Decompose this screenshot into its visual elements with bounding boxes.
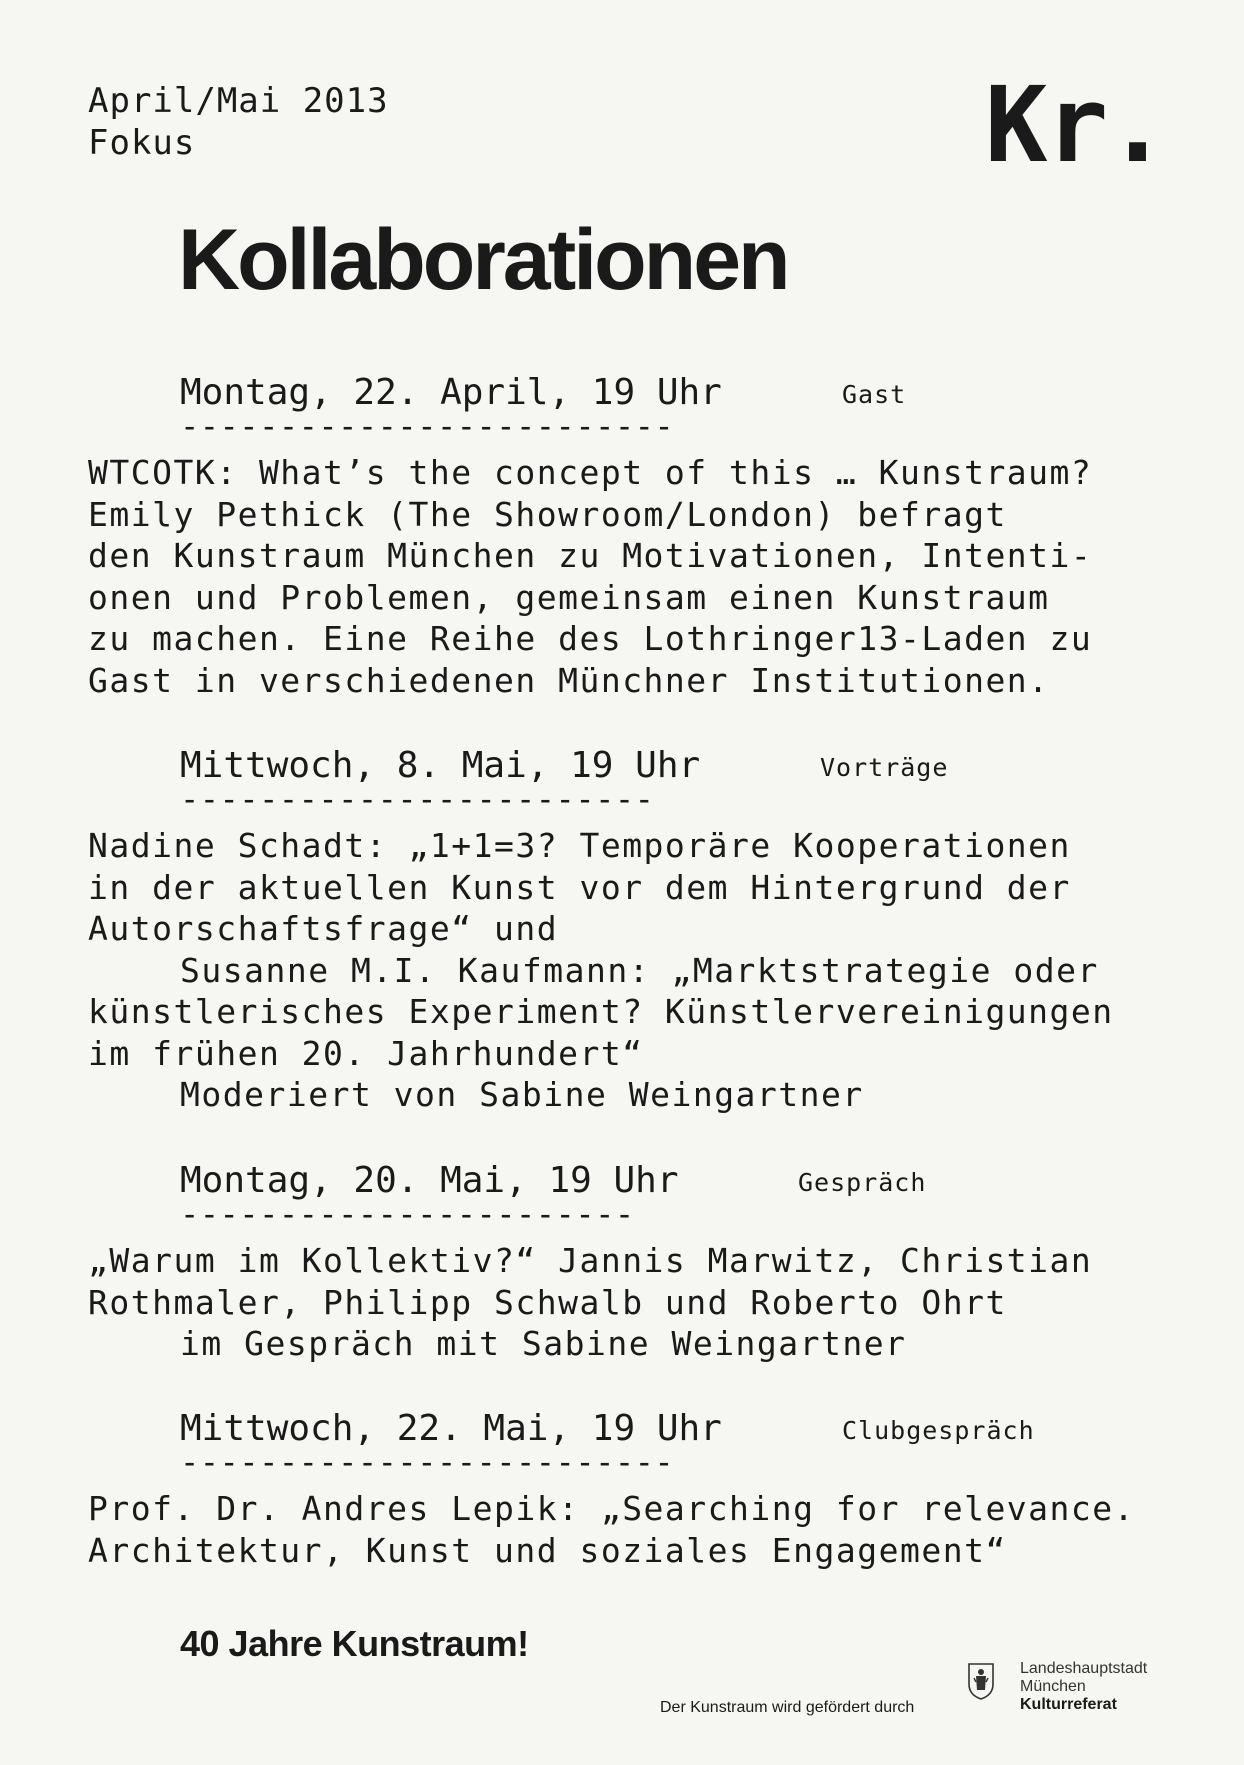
event-line: im frühen 20. Jahrhundert“ bbox=[88, 1033, 644, 1073]
event-line: Moderiert von Sabine Weingartner bbox=[180, 1075, 864, 1114]
sponsor-text: Der Kunstraum wird gefördert durch bbox=[660, 1699, 915, 1716]
jubilee-note: 40 Jahre Kunstraum! bbox=[180, 1623, 529, 1664]
event-line: Gast in verschiedenen Münchner Institutionen. bbox=[88, 660, 1050, 700]
event-date: Mittwoch, 8. Mai, 19 Uhr bbox=[180, 745, 701, 786]
event-line: Autorschaftsfrage“ und bbox=[88, 909, 559, 948]
event-rule: ------------------------- bbox=[180, 1452, 675, 1472]
munich-coat-of-arms-icon bbox=[967, 1660, 995, 1700]
event-description bbox=[88, 1240, 1208, 1365]
event-category: Vorträge bbox=[820, 753, 949, 782]
event-line: zu machen. Eine Reihe des Lothringer13-Laden zu bbox=[88, 619, 1093, 658]
event-line: im Gespräch mit Sabine Weingartner bbox=[180, 1324, 907, 1363]
event-line: künstlerisches Experiment? Künstlervereinigungen bbox=[88, 992, 1114, 1031]
event-line: Prof. Dr. Andres Lepik: „Searching for relevance. bbox=[88, 1489, 1136, 1528]
event-rule: ------------------------- bbox=[180, 416, 675, 436]
city-department bbox=[1020, 1660, 1147, 1714]
event-line: Susanne M.I. Kaufmann: „Marktstrategie oder bbox=[180, 950, 1099, 990]
city-line: München bbox=[1020, 1678, 1086, 1695]
section-label: Fokus bbox=[88, 123, 196, 163]
event-line: Emily Pethick (The Showroom/London) befragt bbox=[88, 494, 1007, 534]
event-date: Montag, 20. Mai, 19 Uhr bbox=[180, 1160, 679, 1201]
event-line: onen und Problemen, gemeinsam einen Kunstraum bbox=[88, 577, 1050, 617]
page-title: Kollaborationen bbox=[178, 212, 788, 308]
event-category: Gast bbox=[842, 380, 907, 409]
event-line: Nadine Schadt: „1+1=3? Temporäre Kooperationen bbox=[88, 826, 1071, 865]
header-info bbox=[88, 80, 389, 164]
department-name: Kulturreferat bbox=[1020, 1696, 1117, 1713]
event-line: den Kunstraum München zu Motivationen, Intenti- bbox=[88, 536, 1093, 575]
event-description bbox=[88, 825, 1208, 1116]
event-line: Architektur, Kunst und soziales Engagement“ bbox=[88, 1530, 1007, 1570]
event-description bbox=[88, 1488, 1208, 1571]
event-rule: ------------------------ bbox=[180, 789, 655, 809]
event-line: Rothmaler, Philipp Schwalb und Roberto Ohrt bbox=[88, 1282, 1007, 1322]
event-line: in der aktuellen Kunst vor dem Hintergrund der bbox=[88, 867, 1071, 907]
kunstraum-logo: Kr. bbox=[985, 64, 1167, 186]
event-rule: ----------------------- bbox=[180, 1204, 635, 1224]
period: April/Mai 2013 bbox=[88, 81, 389, 121]
event-line: „Warum im Kollektiv?“ Jannis Marwitz, Christian bbox=[88, 1241, 1093, 1280]
event-description bbox=[88, 452, 1208, 701]
event-category: Gespräch bbox=[798, 1168, 927, 1197]
event-category: Clubgespräch bbox=[842, 1416, 1035, 1445]
event-date: Montag, 22. April, 19 Uhr bbox=[180, 372, 722, 413]
event-line: WTCOTK: What’s the concept of this … Kunstraum? bbox=[88, 453, 1093, 492]
city-line: Landeshauptstadt bbox=[1020, 1660, 1148, 1677]
event-date: Mittwoch, 22. Mai, 19 Uhr bbox=[180, 1408, 722, 1449]
